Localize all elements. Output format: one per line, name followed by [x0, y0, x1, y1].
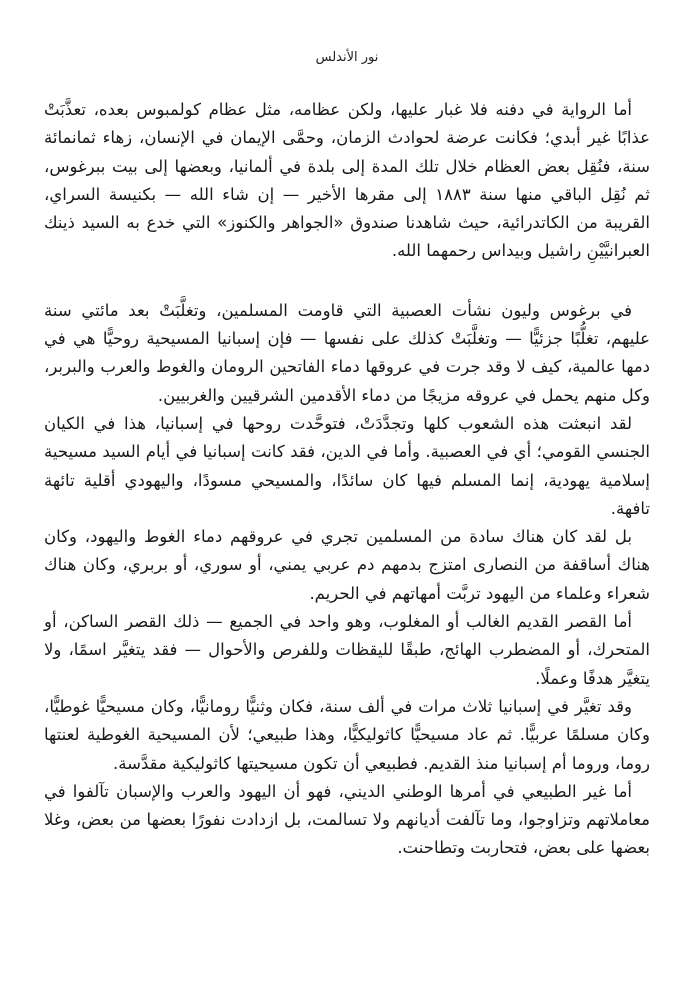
- paragraph-5: أما القصر القديم الغالب أو المغلوب، وهو واحد في الجميع — ذلك القصر الساكن، أو المتحرك، أو المضطرب الهائج، طبقًا لليقظات وللفرص والأحوال — فقد يتغيَّر اسمًا، ولا يتغيَّر هدفًا وعملًا.: [44, 612, 650, 688]
- paragraph-1: أما الرواية في دفنه فلا غبار عليها، ولكن عظامه، مثل عظام كولمبوس بعده، تعذَّبَتْ عذابًا غير أبدي؛ فكانت عرضة لحوادث الزمان، وحمَّى الإيمان في الإنسان، زهاء ثمانمائة سنة، فنُقِل بعض العظام خلال تلك المدة إلى بلدة في ألمانيا، وبعضها إلى بيت ببرغوس، ثم نُقِل الباقي منها سنة ١٨٨٣ إلى مقرها الأخير — إن شاء الله — بكنيسة السراي، القريبة من الكاتدرائية، حيث شاهدنا صندوق «الجواهر والكنوز» التي خدع به السيد ذينك العبرانيَّيْنِ راشيل وبيداس رحمهما الله.: [44, 100, 651, 261]
- paragraph-2: في برغوس وليون نشأت العصبية التي قاومت المسلمين، وتغلَّبَتْ بعد مائتي سنة عليهم، تغلُّبًا جزئيًّا — وتغلَّبَتْ كذلك على نفسها — فإن إسبانيا المسيحية روحيًّا هي في دمها عالمية، كيف لا وقد جرت في عروقها دماء الفاتحين الرومان والغوط والعرب والبربر، وكل منهم يحمل في عروقه مزيجًا من دماء الأقدمين الشرقيين والغربيين.: [44, 300, 650, 405]
- paragraph-7: أما غير الطبيعي في أمرها الوطني الديني، فهو أن اليهود والعرب والإسبان تآلفوا في معاملاتهم وتزاوجوا، وما تآلفت أديانهم ولا تسالمت، بل ازدادت نفورًا بعضها من بعض، وغلا بعضها على بعض، فتحاربت وتطاحنت.: [44, 781, 650, 858]
- paragraph-3: لقد انبعثت هذه الشعوب كلها وتجدَّدَتْ، فتوحَّدت روحها في إسبانيا، هذا في الكيان الجنسي القومي؛ أي في العصبية. وأما في الدين، فقد كانت إسبانيا في أيام السيد مسيحية إسلامية يهودية، إنما المسلم فيها كان سائدًا، والمسيحي مسودًا، واليهودي أقلية تائهة تافهة.: [44, 413, 650, 518]
- paragraph-6: وقد تغيَّر في إسبانيا ثلاث مرات في ألف سنة، فكان وثنيًّا رومانيًّا، وكان مسيحيًّا غوطيًّا، وكان مسلمًا عربيًّا. ثم عاد مسيحيًّا كاثوليكيًّا، وهذا طبيعي؛ لأن المسيحية الغوطية لعنتها روما، وروما أم إسبانيا منذ القديم. فطبيعي أن تكون مسيحيتها كاثوليكية مقدَّسة.: [44, 696, 650, 773]
- running-header: نور الأندلس: [315, 50, 379, 65]
- body-text: [44, 96, 650, 863]
- paragraph-4: بل لقد كان هناك سادة من المسلمين تجري في عروقهم دماء الغوط واليهود، وكان هناك أساقفة من النصارى امتزج بدمهم دم عربي يمني، أو سوري، أو بربري، وكان هناك شعراء وعلماء من اليهود تربَّت أمهاتهم في الحريم.: [44, 527, 650, 603]
